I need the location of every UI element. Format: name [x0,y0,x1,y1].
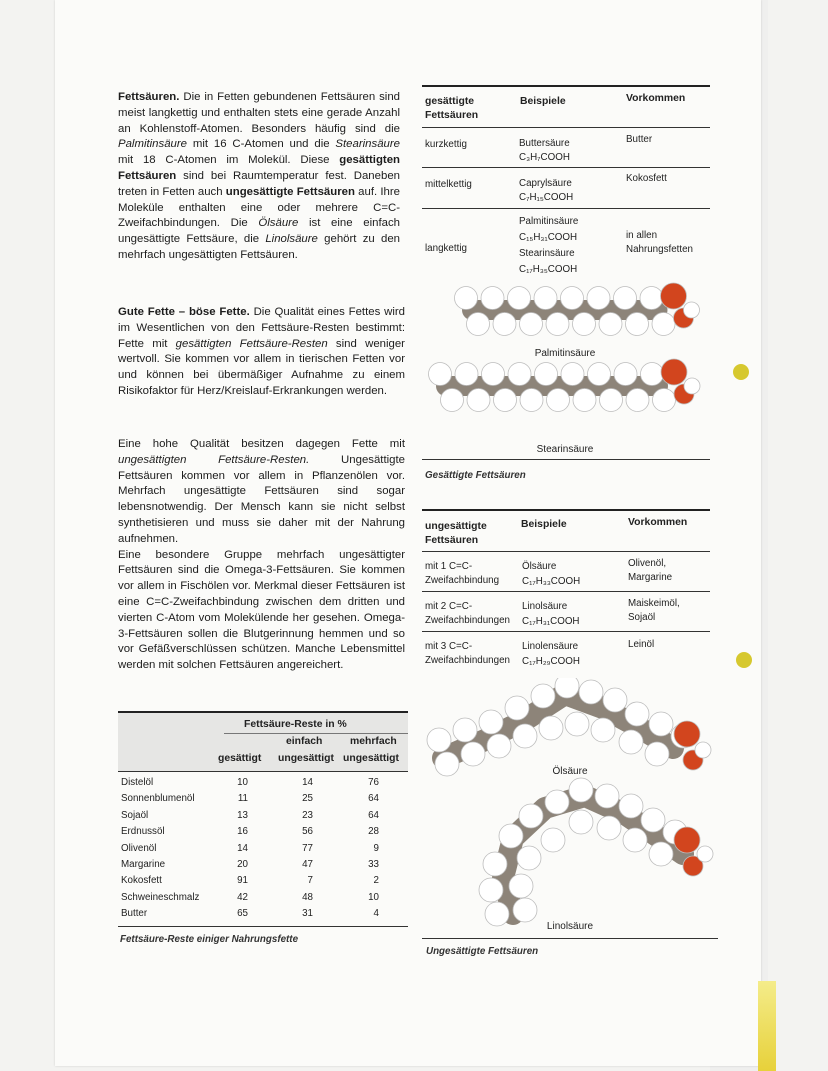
fat-poly-cell: 33 [368,859,379,870]
hydrogen-atom [591,718,615,742]
hydrogen-atom [541,828,565,852]
fat-poly-cell: 28 [368,826,379,838]
hydrogen-atom [505,696,529,720]
fats-table-caption: Fettsäure-Reste einiger Nahrungsfette [120,934,299,945]
hydrogen-atom [517,846,541,870]
fat-saturated-cell: 91 [237,875,248,887]
fat-mono-cell: 7 [307,875,313,887]
saturated-caption: Gesättigte Fettsäuren [425,470,526,481]
hydrogen-atom [652,313,675,336]
cell-type: mit 3 C=C-Zweifachbindungen [425,641,510,666]
fat-mono-cell: 47 [302,859,313,870]
table-rule [422,509,710,511]
hydrogen-atom [588,363,611,386]
fat-saturated-cell: 13 [237,809,248,821]
hydrogen-atom [435,752,459,776]
cell-occurrence: Butter [626,134,653,145]
hydrogen-atom [587,287,610,310]
th-beispiele: Beispiele [521,519,567,530]
palmitinsaeure-molecule [455,283,700,336]
term-italic: ungesättigten Fettsäure-Resten. [118,453,310,466]
hydrogen-atom [623,828,647,852]
fat-saturated-cell: 20 [237,859,248,870]
th-einfach: einfach [286,736,323,747]
fat-mono-cell: 23 [302,809,313,821]
hydrogen-atom [482,363,505,386]
hydrogen-atom [546,313,569,336]
stearinsaeure-molecule [429,359,701,412]
cell-type: langkettig [425,243,467,254]
text-run: Ungesättigte Fettsäuren kommen vor allem in Pflanzenölen vor. Mehrfach ungesättigte Fettsäuren sind sogar lebensnotwendig. Der Mensch kann sie nicht selbst synthetisieren und muss sie daher mit der Nahrung aufnehmen. [118,453,406,545]
fat-mono-cell: 48 [302,891,313,903]
hydrogen-atom [479,878,503,902]
cell-occurrence: in allen Nahrungsfetten [626,230,693,255]
hydrogen-atom [513,724,537,748]
hydrogen-atom [499,824,523,848]
hydrogen-atom [467,389,490,412]
table-rule [422,591,710,592]
hydrogen-atom [565,712,589,736]
hydrogen-atom [561,287,584,310]
stearinsaeure-label: Stearinsäure [536,444,594,455]
hydrogen-atom [493,313,516,336]
hydrogen-atom [427,728,451,752]
section-gute-fette [118,305,405,400]
cell-example: Caprylsäure [519,178,572,189]
unsaturated-molecules-illustration [425,678,720,938]
hydrogen-atom [614,287,637,310]
cell-formula: C₁₅H₃₁COOH [519,232,578,243]
fat-mono-cell: 25 [302,793,313,805]
hydrogen-atom [597,816,621,840]
text-run: auf. Ihre Moleküle enthalten eine oder mehrere C=C-Zweifachbindungen. Die [118,185,400,230]
linolsaeure-molecule [479,778,713,926]
hydrogen-atom [684,302,700,318]
fat-poly-cell: 64 [368,793,379,805]
hydrogen-atom [453,718,477,742]
hydrogen-atom [595,784,619,808]
text-run: ist eine einfach ungesättigte Fettsäure, die [118,217,400,246]
cell-formula: C₁₇H₂₉COOH [522,656,580,667]
oxygen-atom [661,359,687,385]
text-run: sind weniger wertvoll. Sie kommen vor allem in tierischen Fetten vor und können bei übermäßiger Aufnahme zu einem Risikofaktor für Herz/Kreislauf-Erkrankungen werden. [118,337,405,397]
fat-name-cell: Sonnenblumenöl [121,793,195,805]
cell-example: Linolensäure [522,641,579,652]
th-gesaettigt: gesättigt [218,753,262,764]
oelsaeure-label: Ölsäure [552,766,588,777]
fat-name-cell: Distelöl [121,777,154,788]
hydrogen-atom [547,389,570,412]
text-run: sind bei Raumtemperatur fest. Daneben treten in Fetten auch [118,169,400,198]
cell-type: mittelkettig [425,179,472,190]
fat-saturated-cell: 16 [237,826,248,838]
cell-example: Stearinsäure [519,248,575,259]
cell-example: Linolsäure [522,601,568,612]
hydrogen-atom [494,389,517,412]
hydrogen-atom [641,808,665,832]
th-vorkommen: Vorkommen [626,93,686,104]
text-run: mit 18 C-Atomen im Molekül. Diese [118,154,340,167]
fat-mono-cell: 56 [302,826,313,838]
oxygen-atom [674,827,700,853]
term-italic: Stearinsäure [335,138,400,151]
text-run: Die Qualität eines Fettes wird im Wesentlichen von den Fettsäure-Resten bestimmt: Fette mit [118,306,405,350]
hydrogen-atom [695,742,711,758]
hydrogen-atom [603,688,627,712]
hydrogen-atom [626,313,649,336]
hydrogen-atom [684,378,700,394]
cell-type: mit 2 C=C-Zweifachbindungen [425,601,510,626]
th-type: gesättigte Fettsäuren [425,96,479,121]
hydrogen-atom [641,363,664,386]
hydrogen-atom [485,902,509,926]
fat-poly-cell: 10 [368,891,379,903]
hydrogen-atom [653,389,676,412]
cell-example: Buttersäure [519,138,570,149]
palmitinsaeure-label: Palmitinsäure [534,348,596,359]
table-rule [118,771,408,772]
th-group: Fettsäure-Reste in % [244,719,347,730]
table-rule [422,127,710,128]
hydrogen-atom [508,363,531,386]
hydrogen-atom [535,363,558,386]
hydrogen-atom [467,313,490,336]
hydrogen-atom [599,313,622,336]
hydrogen-atom [441,389,464,412]
th-type: ungesättigte Fettsäuren [425,521,487,546]
fat-mono-cell: 77 [302,842,313,854]
hydrogen-atom [479,710,503,734]
unsaturated-caption: Ungesättigte Fettsäuren [426,946,539,957]
table-rule [422,631,710,632]
hydrogen-atom [579,680,603,704]
hydrogen-atom [509,874,533,898]
fat-saturated-cell: 42 [237,891,248,903]
hydrogen-atom [539,716,563,740]
fat-name-cell: Margarine [121,859,166,870]
th-beispiele: Beispiele [520,96,566,107]
fat-saturated-cell: 11 [237,793,248,805]
hydrogen-atom [487,734,511,758]
cell-formula: C₇H₁₅COOH [519,192,574,203]
hydrogen-atom [455,363,478,386]
fat-name-cell: Kokosfett [121,875,162,887]
fat-poly-cell: 2 [373,875,379,887]
hydrogen-atom [534,287,557,310]
hydrogen-atom [520,389,543,412]
text-run: gehört zu den mehrfach ungesättigten Fettsäuren. [118,233,400,261]
cell-formula: C₁₇H₃₅COOH [519,264,578,275]
hydrogen-atom [561,363,584,386]
term-bold: gesättigten Fettsäuren [118,154,400,182]
th-vorkommen: Vorkommen [628,517,688,528]
yellow-paper-edge [758,981,776,1071]
fat-mono-cell: 31 [302,908,313,920]
table-rule [118,926,408,927]
oelsaeure-molecule [427,678,711,776]
table-rule [224,733,408,734]
fat-poly-cell: 64 [368,809,379,821]
hydrogen-atom [531,684,555,708]
hydrogen-atom [625,702,649,726]
fat-saturated-cell: 14 [237,842,248,854]
term-italic: Linolsäure [265,233,318,246]
term-italic: Palmitinsäure [118,138,188,151]
hydrogen-atom [619,794,643,818]
hydrogen-atom [429,363,452,386]
text-run: Die in Fetten gebundenen Fettsäuren sind meist langkettig und enthalten stets eine gerade Anzahl an Kohlenstoff-Atomen. Besonders häufig sind die [118,91,400,135]
fat-name-cell: Olivenöl [121,842,157,854]
hydrogen-atom [645,742,669,766]
fat-name-cell: Sojaöl [121,809,149,821]
th-mehrfach-ungesaettigt: ungesättigt [343,753,399,764]
table-rule [422,85,710,87]
hydrogen-atom [483,852,507,876]
section-fettsaeuren [118,90,400,264]
fat-name-cell: Erdnussöl [121,826,165,838]
hydrogen-atom [614,363,637,386]
fat-poly-cell: 76 [368,777,379,788]
hydrogen-atom [513,898,537,922]
table-rule [422,208,710,209]
hydrogen-atom [697,846,713,862]
section-hohe-qualitaet [118,437,405,674]
hydrogen-atom [569,778,593,802]
oxygen-atom [661,283,687,309]
section-heading: Gute Fette – böse Fette. [118,306,250,318]
fat-poly-cell: 4 [373,908,379,920]
th-einfach-ungesaettigt: ungesättigt [278,753,334,764]
term-italic: Ölsäure [258,217,299,230]
cell-formula: C₁₇H₃₃COOH [522,576,581,587]
cell-example: Ölsäure [522,561,557,572]
oxygen-atom [674,721,700,747]
cell-example: Palmitinsäure [519,216,579,227]
punch-hole-dot [736,652,752,668]
hydrogen-atom [626,389,649,412]
fat-name-cell: Butter [121,908,148,920]
table-rule [422,551,710,552]
hydrogen-atom [545,790,569,814]
caption-rule [422,459,710,460]
cell-occurrence: Leinöl [628,639,655,650]
hydrogen-atom [649,712,673,736]
paragraph-omega3: Eine besondere Gruppe mehrfach ungesättigter Fettsäuren sind die Omega-3-Fettsäuren. Sie kommen vor allem in Fischölen vor. Merkmal dieser Fettsäuren ist eine C=C-Zweifachbindung zwischen dem dritten und vierten C-Atom vom Molekülende her gesehen. Omega-3-Fettsäuren sollen die Blutgerinnung hemmen und so vor Gefäßverschlüssen schützen. Manche Lebensmittel werden mit solchen Fettsäuren angereichert. [118,548,405,672]
hydrogen-atom [461,742,485,766]
hydrogen-atom [520,313,543,336]
fat-saturated-cell: 10 [237,777,248,788]
fat-name-cell: Schweineschmalz [121,891,200,903]
th-mehrfach: mehrfach [350,736,397,747]
hydrogen-atom [600,389,623,412]
hydrogen-atom [619,730,643,754]
hydrogen-atom [555,678,579,698]
hydrogen-atom [481,287,504,310]
section-heading: Fettsäuren. [118,91,180,103]
linolsaeure-label: Linolsäure [546,921,594,932]
punch-hole-dot [733,364,749,380]
hydrogen-atom [569,810,593,834]
hydrogen-atom [455,287,478,310]
table-rule [422,167,710,168]
cell-formula: C₁₇H₃₁COOH [522,616,580,627]
cell-occurrence: Kokosfett [626,173,667,184]
cell-occurrence: Maiskeimöl, Sojaöl [628,598,680,623]
hydrogen-atom [508,287,531,310]
hydrogen-atom [519,804,543,828]
term-bold: ungesättigte Fettsäuren [225,185,355,198]
fat-poly-cell: 9 [373,842,379,854]
text-run: Eine hohe Qualität besitzen dagegen Fette mit [118,438,405,450]
cell-formula: C₃H₇COOH [519,152,570,163]
hydrogen-atom [573,389,596,412]
fat-saturated-cell: 65 [237,908,248,920]
fat-mono-cell: 14 [302,777,313,788]
hydrogen-atom [640,287,663,310]
hydrogen-atom [649,842,673,866]
cell-type: kurzkettig [425,139,467,150]
cell-occurrence: Olivenöl, Margarine [628,558,673,583]
hydrogen-atom [573,313,596,336]
term-italic: gesättigten Fettsäure-Resten [175,337,328,350]
caption-rule [422,938,718,939]
text-run: mit 16 C-Atomen und die [187,138,336,151]
cell-type: mit 1 C=C-Zweifachbindung [425,561,500,586]
